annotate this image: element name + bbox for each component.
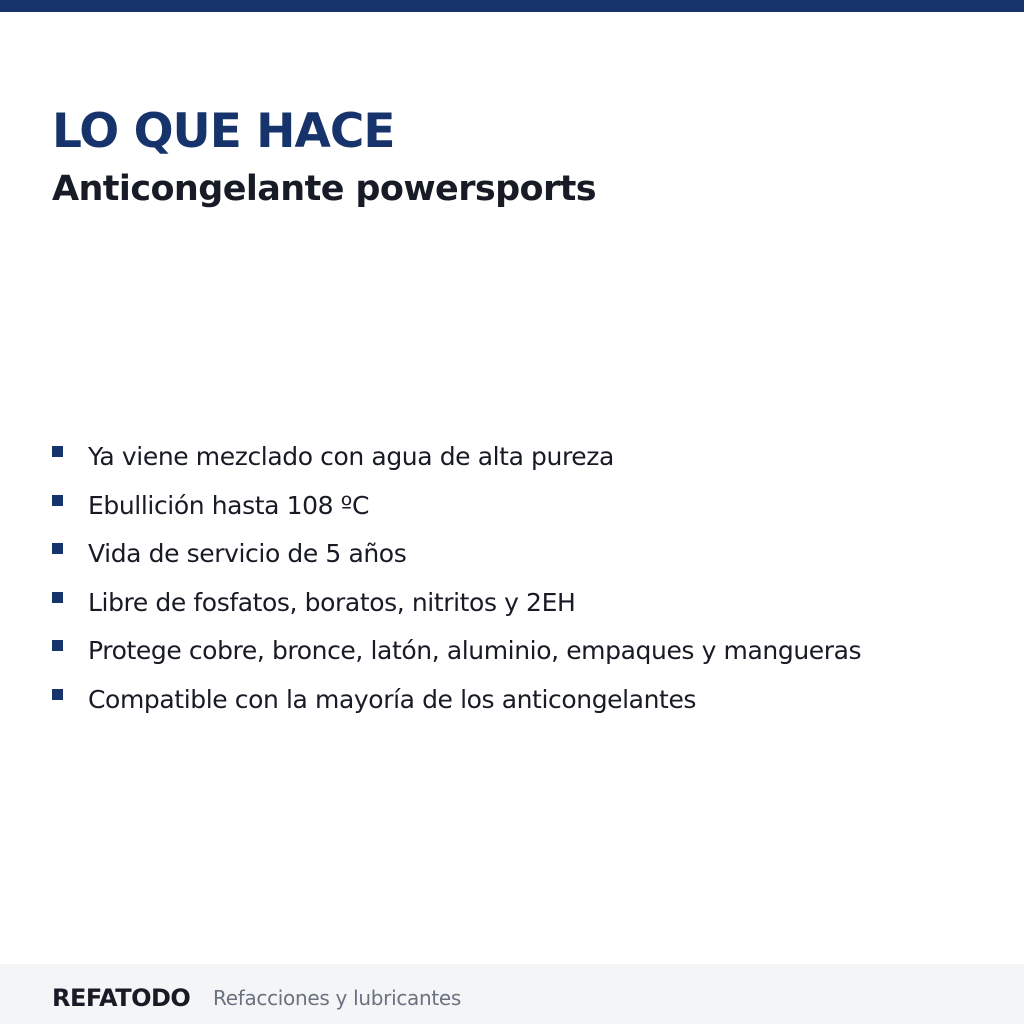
feature-item <box>52 627 861 676</box>
feature-item <box>52 433 861 482</box>
page-title: LO QUE HACE <box>52 104 395 159</box>
top-accent-bar <box>0 0 1024 12</box>
feature-item <box>52 676 861 725</box>
page-subtitle: Anticongelante powersports <box>52 169 597 209</box>
feature-item <box>52 530 861 579</box>
feature-text: Ebullición hasta 108 ºC <box>88 490 370 520</box>
square-bullet-icon <box>52 592 63 603</box>
feature-text: Vida de servicio de 5 años <box>88 539 407 569</box>
feature-text: Compatible con la mayoría de los anticongelantes <box>88 684 697 714</box>
feature-text: Ya viene mezclado con agua de alta pureza <box>88 442 614 471</box>
brand-tagline: Refacciones y lubricantes <box>213 986 462 1010</box>
feature-text: Libre de fosfatos, boratos, nitritos y 2EH <box>88 587 576 617</box>
footer-bar <box>0 964 1024 1024</box>
brand-name: REFATODO <box>52 984 191 1012</box>
square-bullet-icon <box>52 495 63 506</box>
square-bullet-icon <box>52 640 63 651</box>
feature-item <box>52 482 861 531</box>
feature-text: Protege cobre, bronce, latón, aluminio, empaques y mangueras <box>88 636 862 666</box>
square-bullet-icon <box>52 446 63 457</box>
feature-list <box>52 433 861 725</box>
feature-item <box>52 579 861 628</box>
square-bullet-icon <box>52 543 63 554</box>
square-bullet-icon <box>52 689 63 700</box>
